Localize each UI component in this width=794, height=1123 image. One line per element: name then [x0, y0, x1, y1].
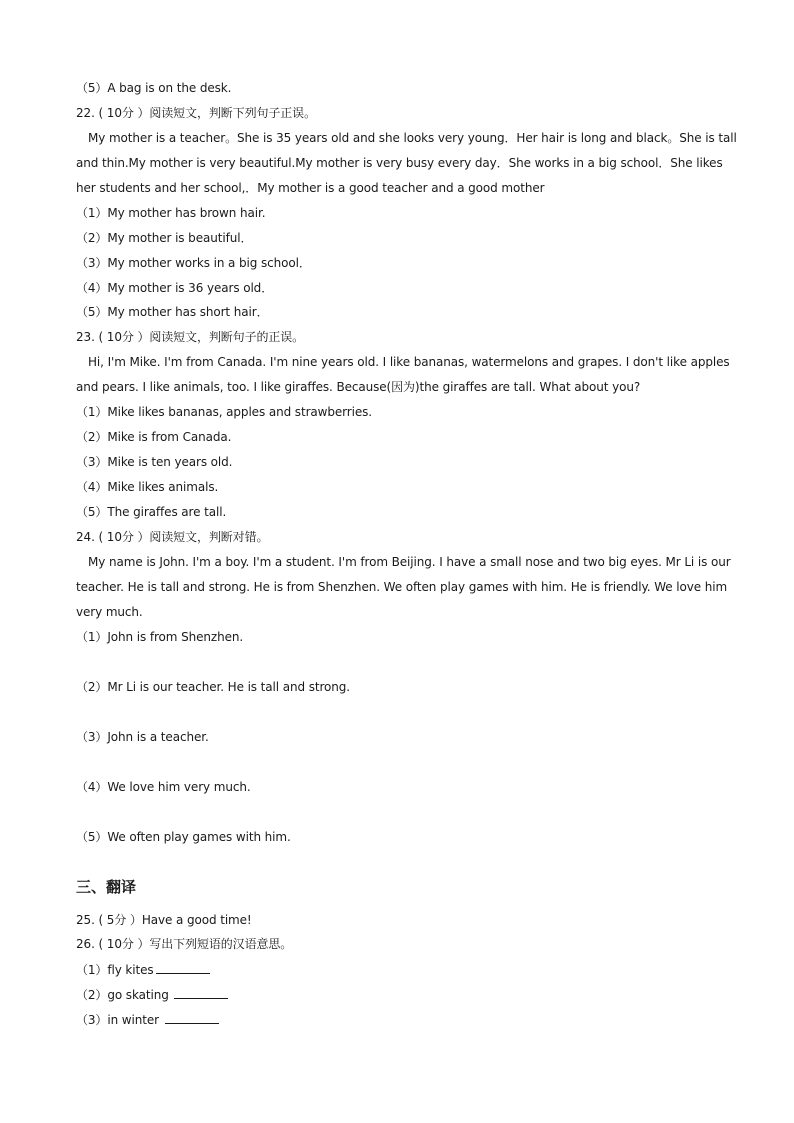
question-22-header: 22. ( 10分 ）阅读短文，判断下列句子正误。 — [76, 106, 316, 120]
question-22-passage-line-3: her students and her school,．My mother is a good teacher and a good mother — [76, 181, 545, 195]
question-24-passage-line-2: teacher. He is tall and strong. He is from Shenzhen. We often play games with him. He is friendly. We love him — [76, 580, 728, 594]
question-24-item-3: （3）John is a teacher. — [76, 730, 209, 744]
question-23-passage-line-2: and pears. I like animals, too. I like giraffes. Because(因为)the giraffes are tall. What about you? — [76, 380, 641, 394]
question-26-item-1-text: （1）fly kites — [76, 963, 154, 977]
question-26-item-1 — [76, 961, 210, 978]
question-24-passage-line-3: very much. — [76, 605, 143, 619]
question-26-item-3 — [76, 1011, 219, 1028]
question-26-header: 26. ( 10分 ）写出下列短语的汉语意思。 — [76, 937, 293, 951]
question-25: 25. ( 5分 ）Have a good time! — [76, 913, 252, 927]
question-23-item-5: （5）The giraffes are tall. — [76, 505, 227, 519]
question-24-item-1: （1）John is from Shenzhen. — [76, 630, 244, 644]
question-26-item-2 — [76, 986, 228, 1003]
question-23-item-3: （3）Mike is ten years old. — [76, 455, 233, 469]
question-22-item-2: （2）My mother is beautiful． — [76, 231, 253, 245]
question-26-item-2-text: （2）go skating — [76, 988, 173, 1002]
question-22-item-1: （1）My mother has brown hair. — [76, 206, 266, 220]
answer-blank-1[interactable] — [156, 961, 210, 974]
question-23-item-4: （4）Mike likes animals. — [76, 480, 219, 494]
answer-blank-2[interactable] — [174, 986, 228, 999]
question-23-header: 23. ( 10分 ）阅读短文，判断句子的正误。 — [76, 330, 305, 344]
question-23-item-1: （1）Mike likes bananas, apples and strawberries. — [76, 405, 373, 419]
question-22-item-4: （4）My mother is 36 years old． — [76, 281, 274, 295]
question-21-item-5: （5）A bag is on the desk. — [76, 81, 232, 95]
question-22-item-3: （3）My mother works in a big school． — [76, 256, 311, 270]
question-22-passage-line-2: and thin.My mother is very beautiful.My mother is very busy every day．She works in a big school．She likes — [76, 156, 723, 170]
question-26-item-3-text: （3）in winter — [76, 1013, 163, 1027]
question-22-passage-line-1: My mother is a teacher。She is 35 years old and she looks very young．Her hair is long and black。She is tall — [88, 131, 737, 145]
question-23-item-2: （2）Mike is from Canada. — [76, 430, 232, 444]
question-24-header: 24. ( 10分 ）阅读短文，判断对错。 — [76, 530, 269, 544]
question-24-item-2: （2）Mr Li is our teacher. He is tall and strong. — [76, 680, 351, 694]
question-24-item-5: （5）We often play games with him. — [76, 830, 291, 844]
question-23-passage-line-1: Hi, I'm Mike. I'm from Canada. I'm nine years old. I like bananas, watermelons and grapes. I don't like apples — [88, 355, 730, 369]
question-24-passage-line-1: My name is John. I'm a boy. I'm a student. I'm from Beijing. I have a small nose and two big eyes. Mr Li is our — [88, 555, 731, 569]
question-22-item-5: （5）My mother has short hair． — [76, 305, 269, 319]
question-24-item-4: （4）We love him very much. — [76, 780, 251, 794]
section-3-title: 三、翻译 — [76, 878, 137, 896]
answer-blank-3[interactable] — [165, 1011, 219, 1024]
